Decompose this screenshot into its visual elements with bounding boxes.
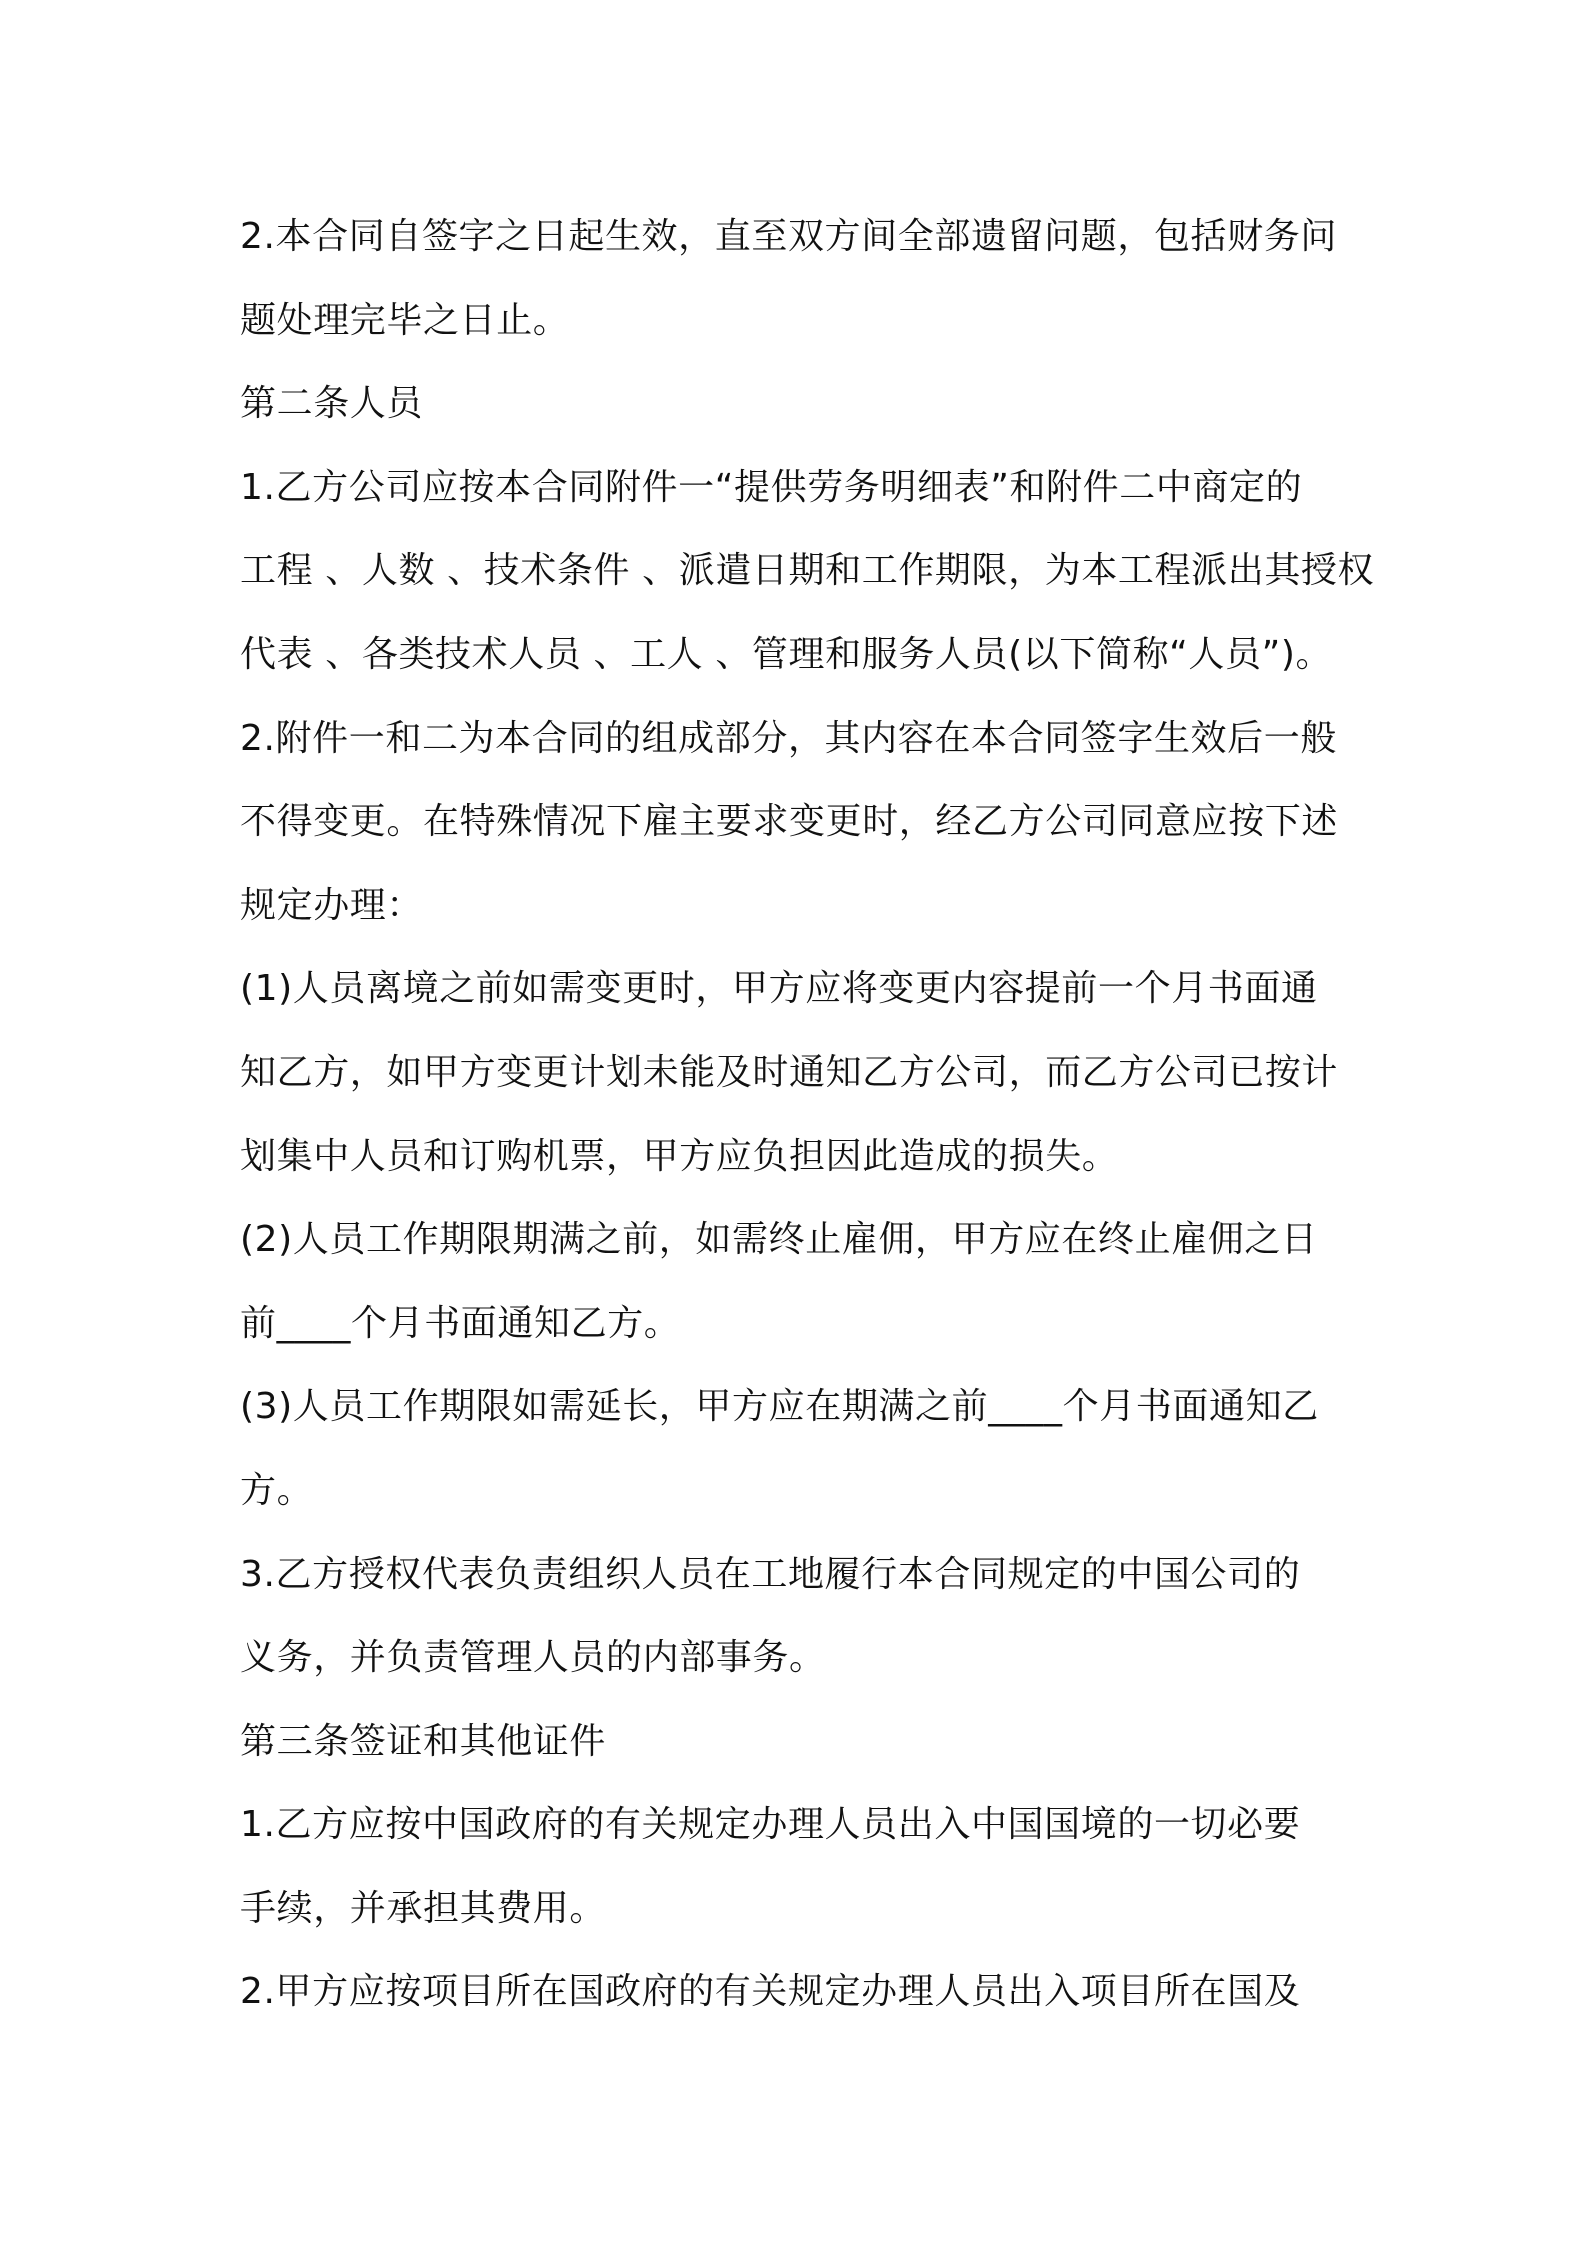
paragraph-line: 前____个月书面通知乙方。	[240, 1302, 681, 1344]
paragraph-line: 义务，并负责管理人员的内部事务。	[240, 1637, 826, 1679]
section-heading: 第二条人员	[240, 383, 424, 425]
document-body	[240, 195, 1375, 2034]
paragraph-line: 手续，并承担其费用。	[240, 1887, 607, 1929]
paragraph-line: 不得变更。在特殊情况下雇主要求变更时，经乙方公司同意应按下述	[240, 801, 1339, 843]
paragraph-line: 2.附件一和二为本合同的组成部分，其内容在本合同签字生效后一般	[240, 717, 1337, 759]
section-heading: 第三条签证和其他证件	[240, 1720, 607, 1762]
paragraph-line: 划集中人员和订购机票，甲方应负担因此造成的损失。	[240, 1135, 1119, 1177]
paragraph-line: 2.本合同自签字之日起生效，直至双方间全部遗留问题，包括财务问	[240, 216, 1337, 257]
paragraph-line: 工程 、人数 、技术条件 、派遣日期和工作期限，为本工程派出其授权	[240, 550, 1375, 592]
paragraph-line: 规定办理：	[240, 884, 424, 926]
paragraph-line: 方。	[240, 1469, 314, 1511]
paragraph-line: (3)人员工作期限如需延长，甲方应在期满之前____个月书面通知乙	[240, 1386, 1319, 1428]
paragraph-line: 3.乙方授权代表负责组织人员在工地履行本合同规定的中国公司的	[240, 1553, 1301, 1595]
paragraph-line: 1.乙方应按中国政府的有关规定办理人员出入中国国境的一切必要	[240, 1804, 1301, 1846]
paragraph-line: 题处理完毕之日止。	[240, 299, 570, 341]
paragraph-line: (1)人员离境之前如需变更时，甲方应将变更内容提前一个月书面通	[240, 968, 1318, 1010]
paragraph-line: 知乙方，如甲方变更计划未能及时通知乙方公司，而乙方公司已按计	[240, 1051, 1339, 1093]
paragraph-line: (2)人员工作期限期满之前，如需终止雇佣，甲方应在终止雇佣之日	[240, 1219, 1318, 1261]
paragraph-line: 2.甲方应按项目所在国政府的有关规定办理人员出入项目所在国及	[240, 1971, 1301, 2013]
paragraph-line: 1.乙方公司应按本合同附件一“提供劳务明细表”和附件二中商定的	[240, 466, 1303, 508]
paragraph-line: 代表 、各类技术人员 、工人 、管理和服务人员(以下简称“人员”)。	[240, 633, 1333, 675]
